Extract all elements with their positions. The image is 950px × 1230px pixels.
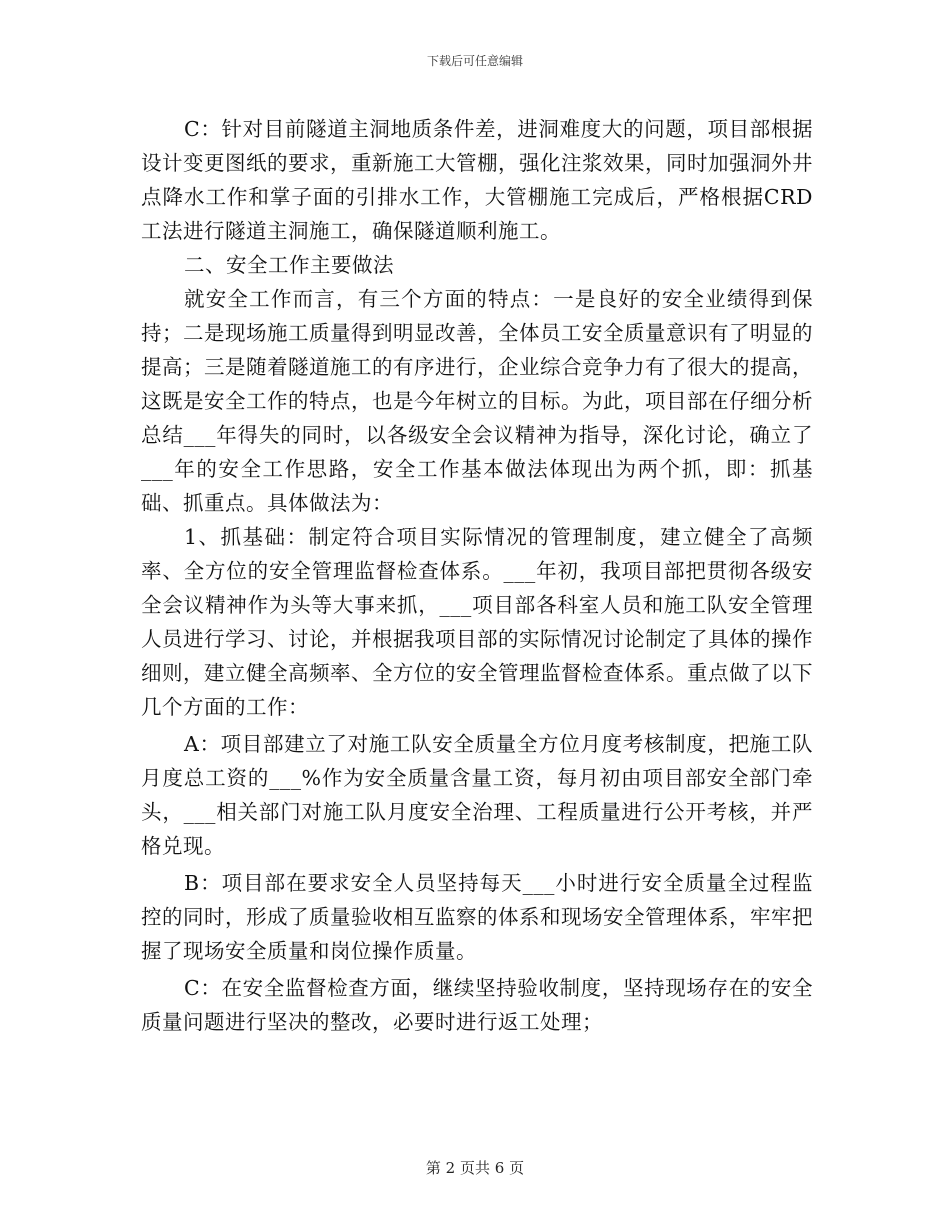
paragraph-safety-overview: 就安全工作而言，有三个方面的特点：一是良好的安全业绩得到保持；二是现场施工质量得到明显改善，全体员工安全质量意识有了明显的提高；三是随着隧道施工的有序进行，企业综合竞争力有了很大的提高，这既是安全工作的特点，也是今年树立的目标。为此，项目部在仔细分析总结___年得失的同时，以各级安全会议精神为指导，深化讨论，确立了___年的安全工作思路，安全工作基本做法体现出为两个抓，即：抓基础、抓重点。具体做法为： (141, 287, 813, 515)
page-number-footer: 第 2 页共 6 页 (425, 1159, 525, 1177)
page-header-note: 下载后可任意编辑 (426, 54, 523, 68)
paragraph-c-tunnel-construction: C：针对目前隧道主洞地质条件差，进洞难度大的问题，项目部根据设计变更图纸的要求，重新施工大管棚，强化注浆效果，同时加强洞外井点降水工作和掌子面的引排水工作，大管棚施工完成后，严格根据CRD工法进行隧道主洞施工，确保隧道顺利施工。 (141, 117, 813, 243)
document-body (141, 112, 813, 1039)
paragraph-b-quality-monitoring: B：项目部在要求安全人员坚持每天___小时进行安全质量全过程监控的同时，形成了质量验收相互监察的体系和现场安全管理体系，牢牢把握了现场安全质量和岗位操作质量。 (141, 871, 813, 963)
paragraph-a-monthly-assessment: A：项目部建立了对施工队安全质量全方位月度考核制度，把施工队月度总工资的___%作为安全质量含量工资，每月初由项目部安全部门牵头，___相关部门对施工队月度安全治理、工程质量进行公开考核，并严格兑现。 (141, 732, 813, 858)
section-heading-safety-practices: 二、安全工作主要做法 (184, 253, 394, 277)
paragraph-c-supervision-inspection: C：在安全监督检查方面，继续坚持验收制度，坚持现场存在的安全质量问题进行坚决的整改，必要时进行返工处理； (141, 976, 813, 1034)
paragraph-grasp-foundation: 1、抓基础：制定符合项目实际情况的管理制度，建立健全了高频率、全方位的安全管理监督检查体系。___年初，我项目部把贯彻各级安全会议精神作为头等大事来抓，___项目部各科室人员和施工队安全管理人员进行学习、讨论，并根据我项目部的实际情况讨论制定了具体的操作细则，建立健全高频率、全方位的安全管理监督检查体系。重点做了以下几个方面的工作： (141, 525, 813, 719)
